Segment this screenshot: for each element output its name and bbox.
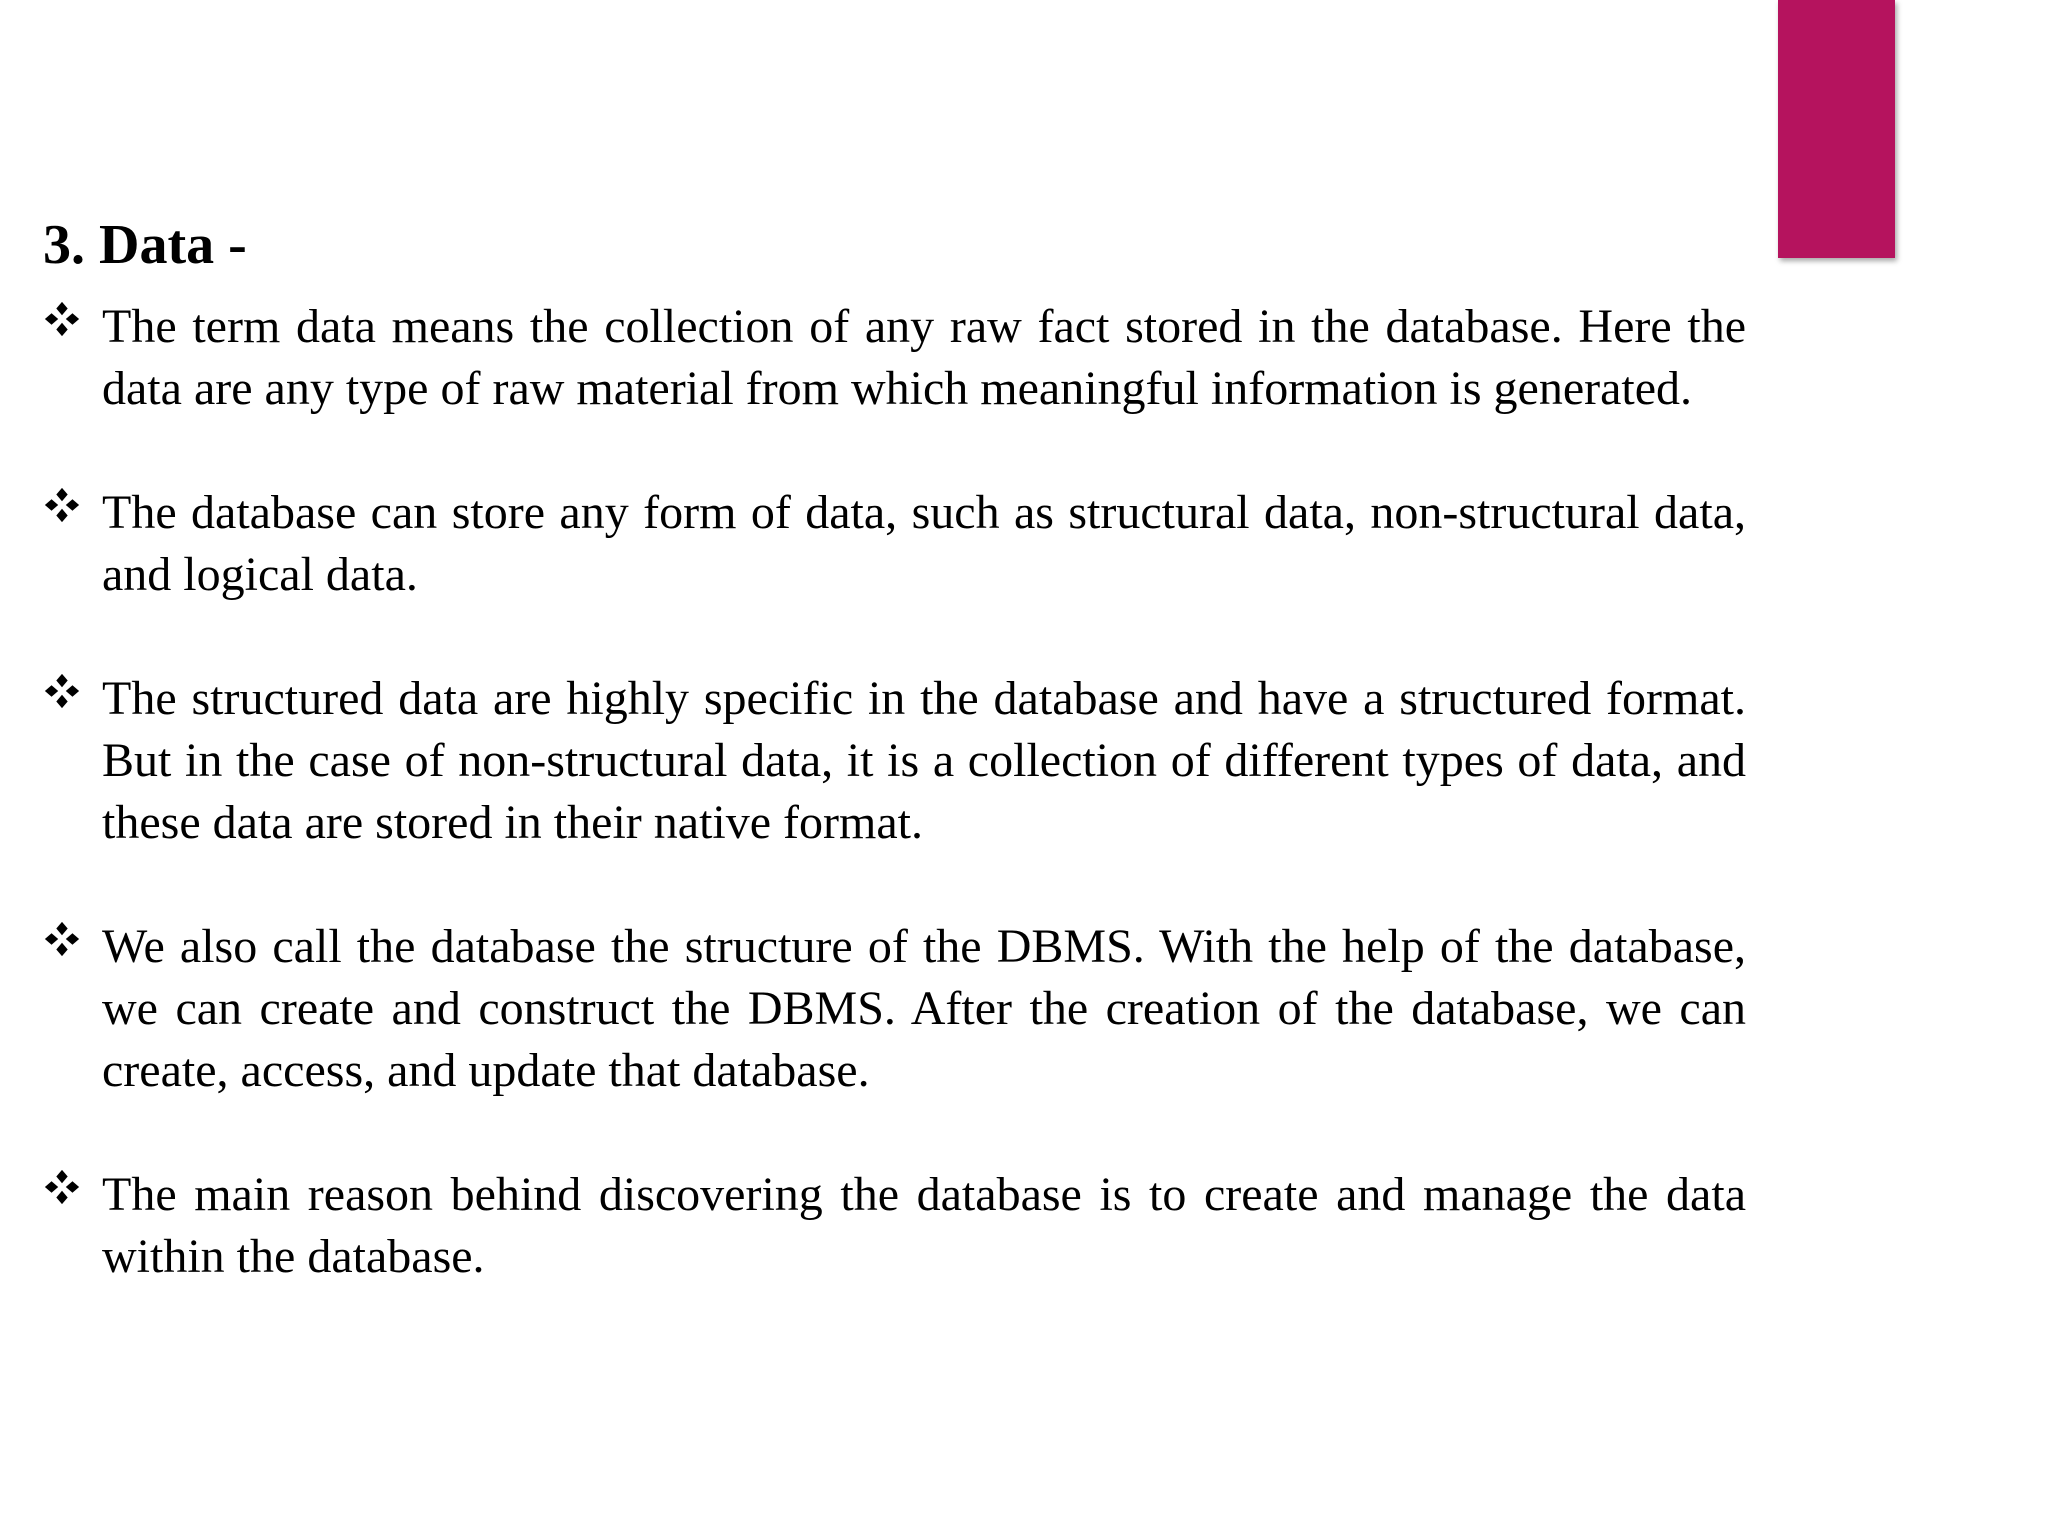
list-item (43, 916, 1746, 1102)
bullet-list (43, 296, 1746, 1350)
bullet-text: The term data means the collection of any raw fact stored in the database. Here the data are any type of raw material from which meaningful information is generated. (102, 300, 1746, 415)
slide-title: 3. Data - (43, 214, 247, 276)
four-diamond-icon (43, 920, 81, 958)
four-diamond-icon (43, 1168, 81, 1206)
four-diamond-icon (43, 672, 81, 710)
accent-bar (1778, 0, 1895, 258)
bullet-text: The main reason behind discovering the database is to create and manage the data within the database. (102, 1168, 1746, 1283)
list-item (43, 482, 1746, 606)
bullet-text: The structured data are highly specific in the database and have a structured format. But in the case of non-structural data, it is a collection of different types of data, and these data are stored in their native format. (102, 672, 1746, 849)
bullet-text: We also call the database the structure of the DBMS. With the help of the database, we can create and construct the DBMS. After the creation of the database, we can create, access, and update that database. (102, 920, 1746, 1097)
list-item (43, 668, 1746, 854)
four-diamond-icon (43, 486, 81, 524)
list-item (43, 296, 1746, 420)
list-item (43, 1164, 1746, 1288)
bullet-text: The database can store any form of data, such as structural data, non-structural data, and logical data. (102, 486, 1746, 601)
four-diamond-icon (43, 300, 81, 338)
